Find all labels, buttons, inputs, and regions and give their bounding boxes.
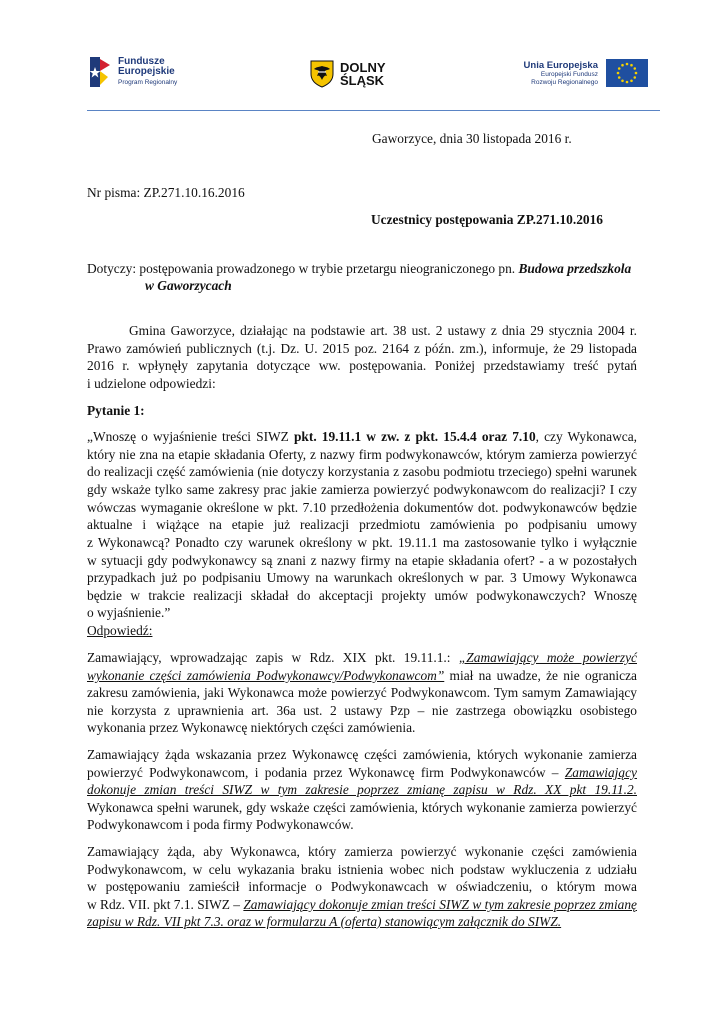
- letterhead: [88, 52, 648, 96]
- intro-line-3: 2016 r. wpłynęły zapytania dotyczące ww. postępowania. Poniżej przedstawiamy treść pytań: [87, 358, 637, 373]
- answer1-line-4: nie korzysta z uprawnienia art. 36a ust. 2 ustawy Pzp – nie zastrzega obowiązku osobistego: [87, 703, 637, 718]
- ue-line-1: Unia Europejska: [523, 59, 598, 71]
- a1-quote-end: wykonanie części zamówienia Podwykonawcy/Podwykonawcom”: [87, 668, 445, 683]
- a1-quote-start: „Zamawiający może powierzyć: [458, 650, 637, 665]
- answer1-line-1: [87, 649, 637, 667]
- answer3-line-1: Zamawiający żąda, aby Wykonawca, który zamierza powierzyć wykonanie części zamówienia: [87, 844, 637, 859]
- subject-prefix: Dotyczy: postępowania prowadzonego w trybie przetargu nieograniczonego pn.: [87, 261, 519, 276]
- question-line-7: z Wykonawcą? Ponadto czy warunek określony w pkt. 19.11.1 ma zastosowanie tylko i wyłącznie: [87, 535, 637, 550]
- question-heading: Pytanie 1:: [87, 403, 145, 418]
- answer2-line-3: dokonuje zmian treści SIWZ w tym zakresie poprzez zmianę zapisu w Rdz. XX pkt 19.11.2.: [87, 782, 637, 797]
- recipients: Uczestnicy postępowania ZP.271.10.2016: [371, 212, 603, 227]
- answer2-line-4: Wykonawca spełni warunek, gdy wskaże części zamówienia, których wykonanie zamierza powierzyć: [87, 800, 637, 815]
- answer1-line-5: wykonania przez Wykonawcę niektórych części zamówienia.: [87, 720, 416, 735]
- answer3-line-4: [87, 896, 637, 914]
- answer1-line-2: [87, 667, 637, 685]
- ds-line-1: DOLNY: [340, 60, 386, 75]
- question-line-8: w sytuacji gdy podwykonawcy są znani z nazwy firmy na etapie składania ofert? - a w pozostałych: [87, 553, 637, 568]
- question-line-11: o wyjaśnienie.”: [87, 605, 171, 620]
- question-line-9: przypadkach już po podpisaniu Umowy na warunkach określonych w par. 3 Umowy Wykonawca: [87, 570, 637, 585]
- question-line-5: wówczas wymaganie określone w pkt. 7.10 przedłożenia dokumentów dot. podwykonawców będzie: [87, 500, 637, 515]
- subject-title-2: w Gaworzycach: [145, 278, 232, 293]
- unia-europejska-logo: [524, 56, 648, 90]
- dolny-slask-logo: [310, 58, 386, 90]
- a3-text: w Rdz. VII. pkt 7.1. SIWZ –: [87, 897, 244, 912]
- question-line-6: aktualne i wiążące na etapie już realizacji przedmiotu zamówienia po podpisaniu umowy: [87, 517, 637, 532]
- question-line-3: do realizacji część zamówienia (nie dotyczy korzystania z zasobu podmiotu trzeciego) spełni warunek: [87, 464, 637, 479]
- eagle-crest-icon: [310, 60, 334, 88]
- reference-number: Nr pisma: ZP.271.10.16.2016: [87, 185, 245, 200]
- a2-change-start: Zamawiający: [564, 765, 637, 780]
- fundusze-europejskie-logo: [88, 52, 177, 92]
- a1-text: Zamawiający, wprowadzając zapis w Rdz. XIX pkt. 19.11.1.:: [87, 650, 459, 665]
- q-points: pkt. 19.11.1 w zw. z pkt. 15.4.4 oraz 7.10: [293, 429, 536, 444]
- ds-line-2: ŚLĄSK: [340, 73, 385, 88]
- answer2-line-1: Zamawiający żąda wskazania przez Wykonawcę części zamówienia, których wykonanie zamierza: [87, 747, 637, 762]
- fe-line-3: Program Regionalny: [118, 78, 178, 86]
- fe-star-icon: [88, 55, 112, 89]
- intro-line-1: Gmina Gaworzyce, działając na podstawie art. 38 ust. 2 ustawy z dnia 29 stycznia 2004 r.: [129, 323, 637, 338]
- eu-flag-icon: [606, 59, 648, 87]
- intro-line-2: Prawo zamówień publicznych (t.j. Dz. U. 2015 poz. 2164 z późn. zm.), informuje, że 29 listopada: [87, 341, 637, 356]
- question-line-1: [87, 428, 637, 446]
- date-line: Gaworzyce, dnia 30 listopada 2016 r.: [372, 131, 572, 146]
- ue-line-2: Europejski Fundusz: [540, 70, 598, 78]
- subject-title-1: Budowa przedszkola: [518, 261, 632, 276]
- fe-line-1: Fundusze: [118, 55, 165, 67]
- header-divider: [87, 110, 660, 111]
- answer1-line-3: zakresu zamówienia, jaki Wykonawca może powierzyć Podwykonawcom. Tym samym Zamawiający: [87, 685, 637, 700]
- answer3-line-2: Podwykonawcom, w celu wykazania braku istnienia wobec nich podstaw wykluczenia z udziału: [87, 862, 637, 877]
- question-line-2: który nie zna na etapie składania Oferty, z nazwy firm podwykonawców, którym zamierza powierzyć: [87, 447, 637, 462]
- answer2-line-2: [87, 764, 637, 782]
- answer2-line-5: Podwykonawcom i poda firmy Podwykonawców.: [87, 817, 354, 832]
- a1-text-2: miał na uwadze, że nie ogranicza: [444, 668, 637, 683]
- q-text: „Wnoszę o wyjaśnienie treści SIWZ: [87, 429, 294, 444]
- answer-heading: Odpowiedź:: [87, 623, 153, 638]
- question-line-10: będzie w trakcie realizacji składał do akceptacji projekty umów podwykonawczych? Wnoszę: [87, 588, 637, 603]
- a3-change-start: Zamawiający dokonuje zmian treści SIWZ w tym zakresie poprzez zmianę: [243, 897, 637, 912]
- answer3-line-5: zapisu w Rdz. VII pkt 7.3. oraz w formularzu A (oferta) stanowiącym załącznik do SIWZ.: [87, 914, 562, 929]
- answer3-line-3: w postępowaniu zamieścił informacje o Podwykonawcach w oświadczeniu, o którym mowa: [87, 879, 637, 894]
- intro-line-4: i udzielone odpowiedzi:: [87, 376, 216, 391]
- q-text-end: , czy Wykonawca,: [535, 429, 638, 444]
- question-line-4: gdy wskaże tylko same zakresy prac jakie zamierza powierzyć podwykonawcom do realizacji? I czy: [87, 482, 637, 497]
- fe-line-2: Europejskie: [118, 65, 175, 77]
- a2-text: powierzyć Podwykonawcom, i podania przez Wykonawcę firm Podwykonawców –: [87, 765, 565, 780]
- ue-line-3: Rozwoju Regionalnego: [531, 78, 598, 86]
- subject-line: [87, 260, 637, 278]
